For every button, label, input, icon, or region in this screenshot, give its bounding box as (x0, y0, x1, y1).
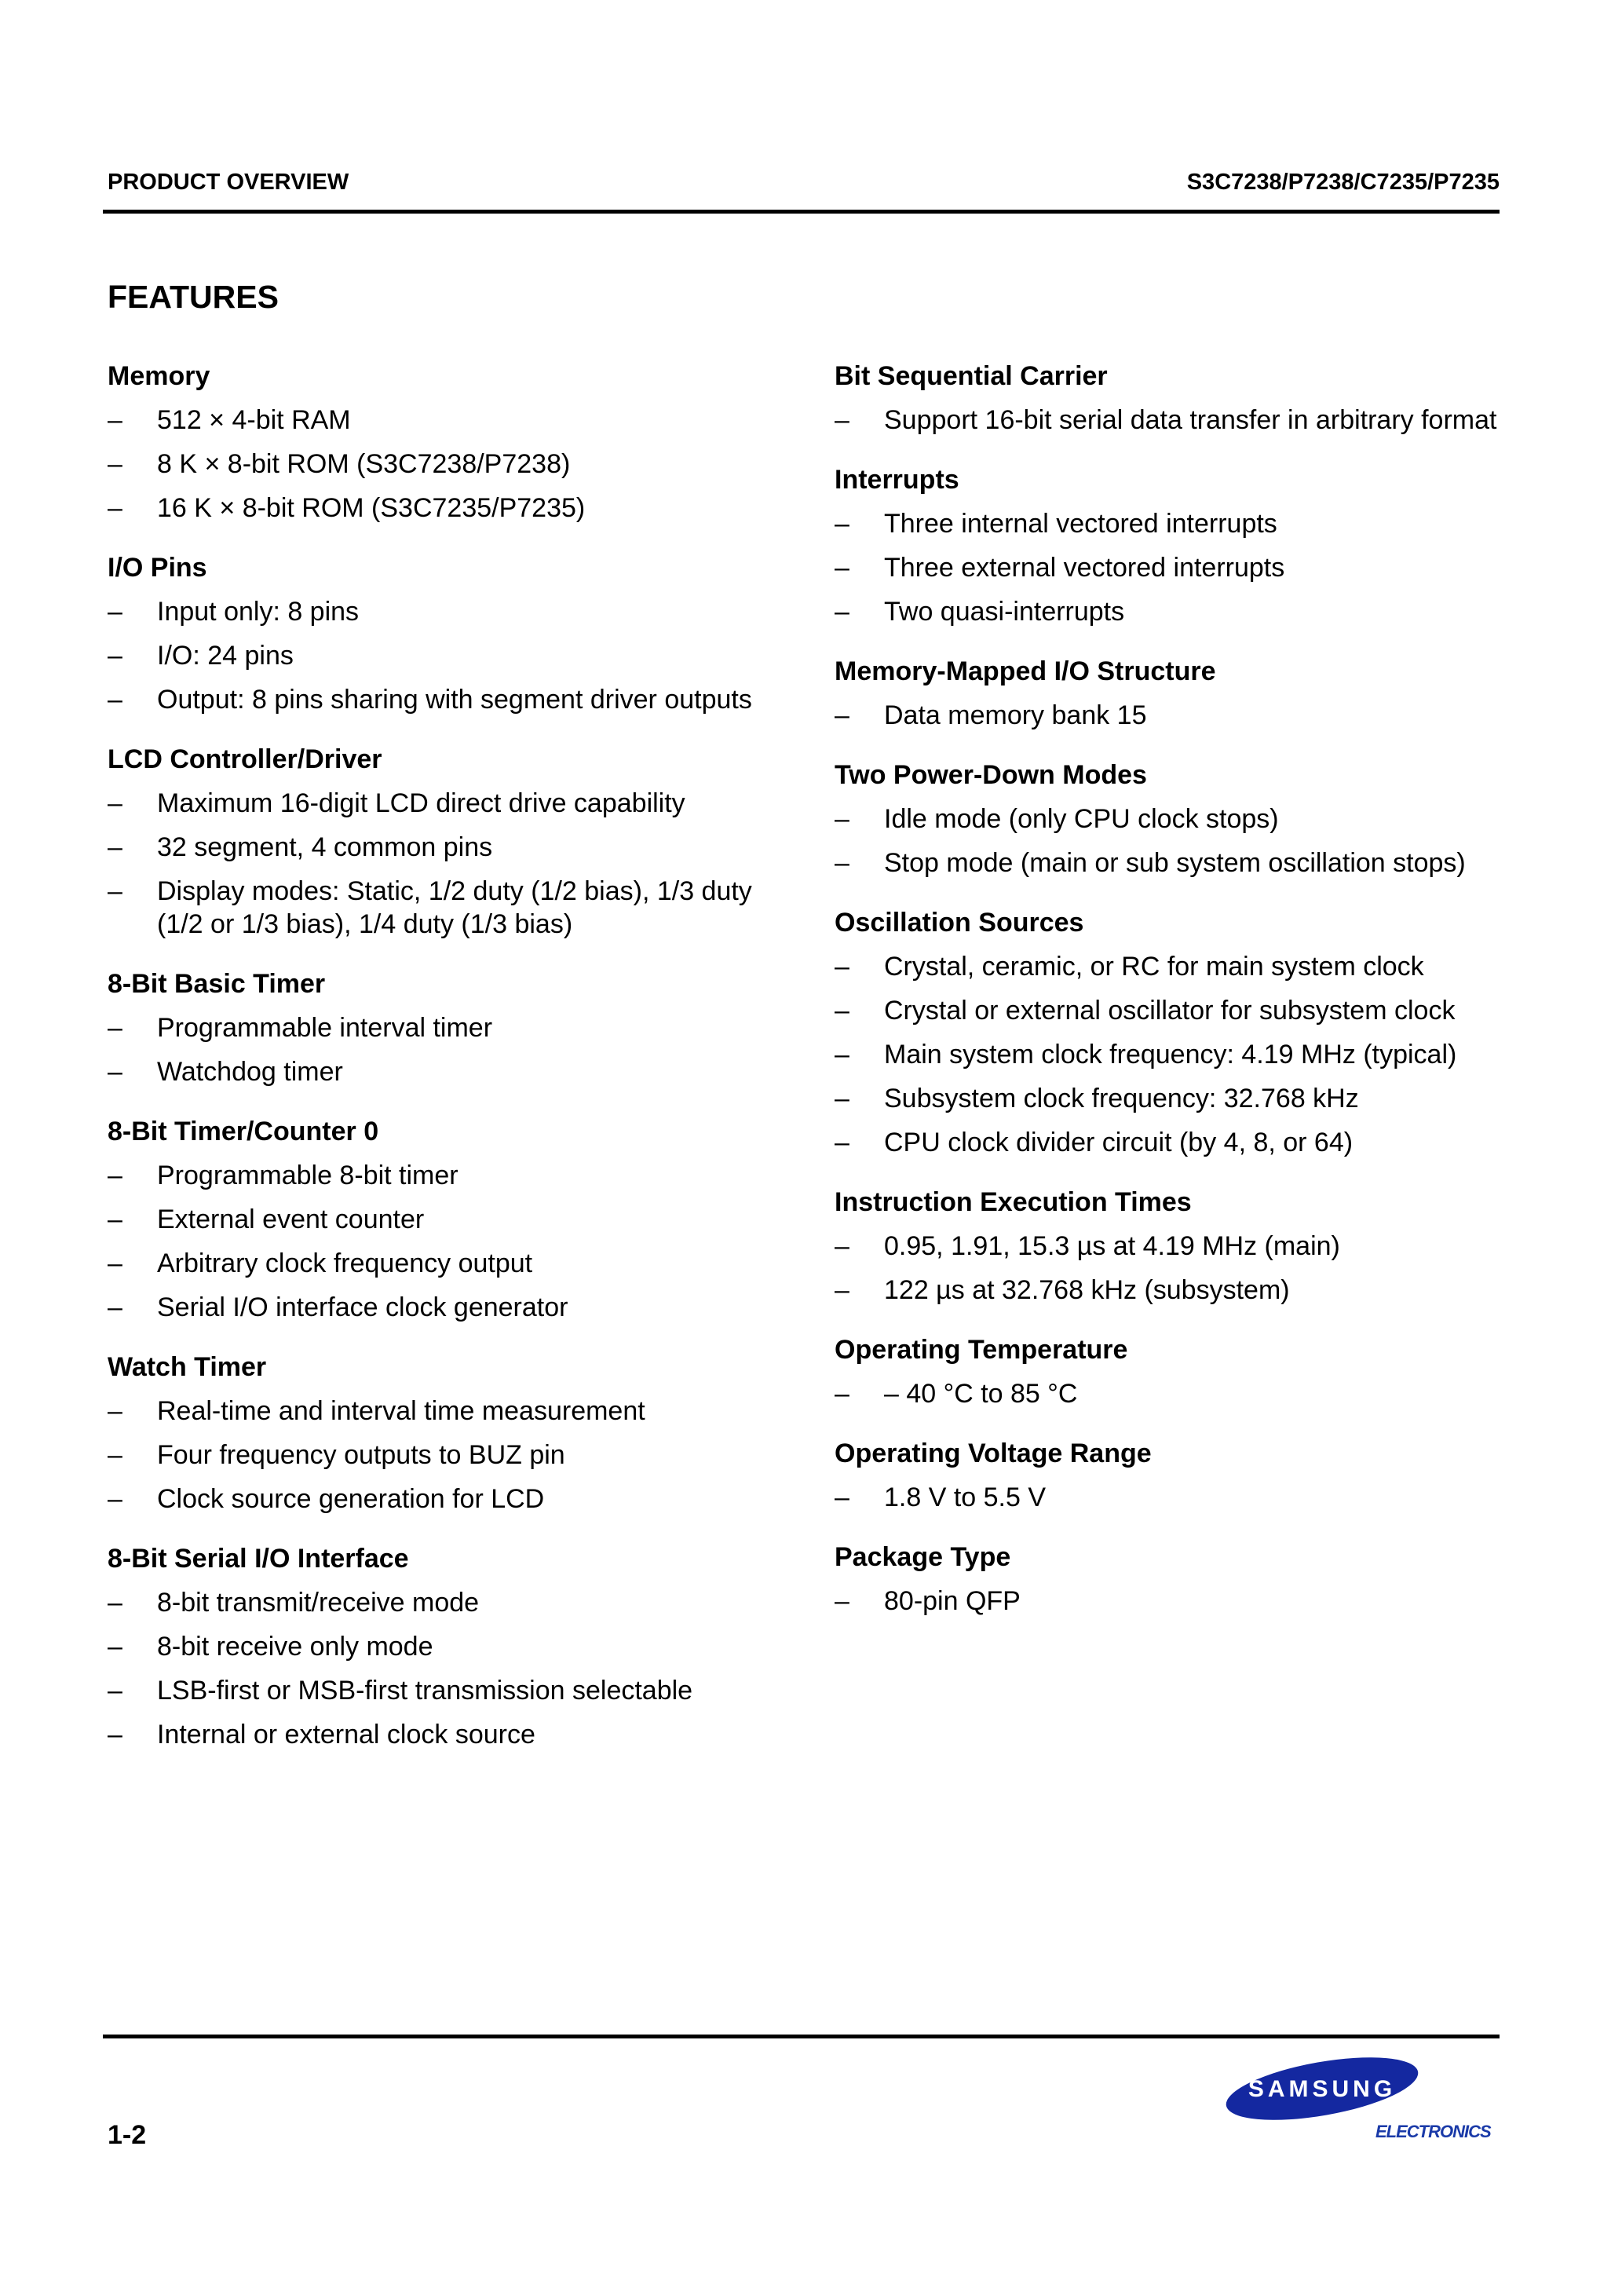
section-heading: Oscillation Sources (835, 908, 1084, 938)
feature-item-text: Output: 8 pins sharing with segment driver outputs (157, 685, 752, 715)
list-dash: – (108, 1057, 122, 1087)
feature-section (108, 742, 798, 941)
list-dash: – (108, 597, 122, 627)
feature-item-text: 32 segment, 4 common pins (157, 832, 493, 862)
feature-item-text: Watchdog timer (157, 1057, 343, 1087)
feature-section (108, 967, 798, 1088)
feature-item-text: Four frequency outputs to BUZ pin (157, 1440, 565, 1470)
feature-list-item (108, 492, 798, 525)
feature-section (108, 1350, 798, 1515)
feature-list-item (108, 1395, 798, 1428)
feature-item-text: Crystal, ceramic, or RC for main system clock (884, 952, 1424, 982)
feature-item-text: Arbitrary clock frequency output (157, 1249, 533, 1278)
electronics-label: ELECTRONICS (1375, 2122, 1491, 2141)
list-dash: – (835, 1275, 849, 1305)
feature-item-text: Programmable interval timer (157, 1013, 493, 1043)
feature-section (835, 758, 1525, 879)
samsung-logo-text: SAMSUNG (1248, 2076, 1397, 2102)
list-dash: – (835, 700, 849, 730)
list-dash: – (835, 1483, 849, 1512)
feature-item-text: 80-pin QFP (884, 1586, 1021, 1616)
feature-item-text: Maximum 16-digit LCD direct drive capability (157, 788, 685, 818)
feature-list-item (108, 448, 798, 481)
list-dash: – (108, 449, 122, 479)
feature-item-text: Support 16-bit serial data transfer in arbitrary format (884, 405, 1497, 435)
feature-list-item (108, 1586, 798, 1619)
list-dash: – (835, 553, 849, 583)
feature-item-text: Stop mode (main or sub system oscillation stops) (884, 848, 1466, 878)
feature-item-text: Serial I/O interface clock generator (157, 1292, 568, 1322)
feature-item-text: LSB-first or MSB-first transmission selectable (157, 1676, 693, 1706)
feature-list-item (108, 595, 798, 628)
feature-list-item (835, 595, 1525, 628)
list-dash: – (835, 509, 849, 539)
feature-list-item (835, 994, 1525, 1027)
feature-section (835, 1540, 1525, 1618)
features-column-right (835, 359, 1525, 1643)
feature-list-item (108, 1055, 798, 1088)
list-dash: – (835, 1084, 849, 1113)
feature-section (835, 359, 1525, 437)
feature-list-item (108, 875, 798, 941)
feature-list-item (108, 404, 798, 437)
list-dash: – (108, 876, 122, 906)
feature-item-text: Display modes: Static, 1/2 duty (1/2 bias), 1/3 duty (1/2 or 1/3 bias), 1/4 duty (1/3 bias) (157, 876, 752, 939)
list-dash: – (835, 848, 849, 878)
feature-item-text: 8-bit transmit/receive mode (157, 1588, 480, 1618)
section-heading: Memory (108, 361, 210, 391)
list-dash: – (835, 405, 849, 435)
feature-list-item (835, 1126, 1525, 1159)
list-dash: – (835, 804, 849, 834)
feature-list-item (108, 787, 798, 820)
feature-section (108, 1541, 798, 1751)
feature-list-item (108, 831, 798, 864)
feature-item-text: External event counter (157, 1205, 425, 1234)
section-heading: 8-Bit Serial I/O Interface (108, 1544, 409, 1574)
feature-list-item (108, 639, 798, 672)
list-dash: – (835, 1040, 849, 1069)
feature-list-item (108, 1483, 798, 1515)
feature-list-item (835, 950, 1525, 983)
header-divider (103, 210, 1500, 214)
feature-section (835, 462, 1525, 628)
list-dash: – (108, 788, 122, 818)
section-heading: LCD Controller/Driver (108, 744, 382, 774)
section-heading: 8-Bit Timer/Counter 0 (108, 1117, 379, 1146)
section-heading: Instruction Execution Times (835, 1187, 1192, 1217)
list-dash: – (108, 1161, 122, 1190)
feature-list-item (835, 1038, 1525, 1071)
feature-item-text: Main system clock frequency: 4.19 MHz (typical) (884, 1040, 1457, 1069)
feature-item-text: Internal or external clock source (157, 1720, 535, 1749)
list-dash: – (108, 1013, 122, 1043)
feature-list-item (108, 1203, 798, 1236)
section-heading: I/O Pins (108, 553, 207, 583)
feature-item-text: Three internal vectored interrupts (884, 509, 1277, 539)
feature-list-item (835, 803, 1525, 835)
list-dash: – (108, 1292, 122, 1322)
feature-item-text: 16 K × 8-bit ROM (S3C7235/P7235) (157, 493, 586, 523)
features-column-left (108, 359, 798, 1777)
list-dash: – (108, 641, 122, 671)
feature-list-item (108, 1439, 798, 1472)
footer-divider (103, 2035, 1500, 2038)
section-heading: Bit Sequential Carrier (835, 361, 1108, 391)
feature-list-item (108, 1247, 798, 1280)
list-dash: – (835, 1128, 849, 1157)
feature-item-text: Real-time and interval time measurement (157, 1396, 645, 1426)
feature-item-text: 0.95, 1.91, 15.3 µs at 4.19 MHz (main) (884, 1231, 1340, 1261)
feature-item-text: 1.8 V to 5.5 V (884, 1483, 1047, 1512)
feature-list-item (835, 1377, 1525, 1410)
feature-section (108, 1114, 798, 1324)
feature-list-item (108, 1011, 798, 1044)
section-heading: Interrupts (835, 465, 959, 495)
feature-list-item (835, 1481, 1525, 1514)
samsung-logo (1223, 2056, 1421, 2122)
list-dash: – (108, 1676, 122, 1706)
feature-item-text: 122 µs at 32.768 kHz (subsystem) (884, 1275, 1290, 1305)
list-dash: – (835, 952, 849, 982)
list-dash: – (108, 1440, 122, 1470)
feature-item-text: Crystal or external oscillator for subsystem clock (884, 996, 1456, 1026)
feature-list-item (108, 1291, 798, 1324)
feature-item-text: CPU clock divider circuit (by 4, 8, or 64) (884, 1128, 1353, 1157)
list-dash: – (835, 597, 849, 627)
list-dash: – (108, 1588, 122, 1618)
feature-list-item (108, 683, 798, 716)
section-heading: 8-Bit Basic Timer (108, 969, 326, 999)
list-dash: – (108, 1484, 122, 1514)
feature-list-item (835, 846, 1525, 879)
feature-item-text: 8 K × 8-bit ROM (S3C7238/P7238) (157, 449, 571, 479)
feature-list-item (835, 1082, 1525, 1115)
feature-list-item (108, 1718, 798, 1751)
feature-list-item (835, 551, 1525, 584)
list-dash: – (108, 685, 122, 715)
feature-item-text: Data memory bank 15 (884, 700, 1147, 730)
section-heading: Watch Timer (108, 1352, 267, 1382)
list-dash: – (108, 405, 122, 435)
feature-list-item (835, 404, 1525, 437)
list-dash: – (108, 1396, 122, 1426)
feature-item-text: Two quasi-interrupts (884, 597, 1125, 627)
feature-section (835, 1333, 1525, 1410)
list-dash: – (108, 832, 122, 862)
page-number: 1-2 (108, 2120, 147, 2150)
feature-section (108, 550, 798, 716)
section-heading: Memory-Mapped I/O Structure (835, 656, 1216, 686)
section-heading: Operating Temperature (835, 1335, 1128, 1365)
feature-item-text: Subsystem clock frequency: 32.768 kHz (884, 1084, 1359, 1113)
feature-list-item (835, 507, 1525, 540)
list-dash: – (108, 1720, 122, 1749)
feature-list-item (835, 1585, 1525, 1618)
section-heading: Operating Voltage Range (835, 1439, 1152, 1468)
feature-list-item (835, 1230, 1525, 1263)
list-dash: – (835, 1379, 849, 1409)
feature-item-text: Input only: 8 pins (157, 597, 360, 627)
feature-item-text: – 40 °C to 85 °C (884, 1379, 1078, 1409)
section-heading: Two Power-Down Modes (835, 760, 1147, 790)
feature-section (835, 1436, 1525, 1514)
list-dash: – (108, 1205, 122, 1234)
list-dash: – (835, 1231, 849, 1261)
feature-item-text: 8-bit receive only mode (157, 1632, 433, 1662)
feature-list-item (835, 699, 1525, 732)
list-dash: – (835, 1586, 849, 1616)
feature-list-item (108, 1630, 798, 1663)
section-heading: Package Type (835, 1542, 1011, 1572)
header-part-numbers: S3C7238/P7238/C7235/P7235 (1186, 170, 1500, 195)
header-section-title: PRODUCT OVERVIEW (108, 170, 349, 195)
page-title: FEATURES (108, 279, 279, 315)
feature-item-text: Three external vectored interrupts (884, 553, 1285, 583)
feature-list-item (108, 1159, 798, 1192)
feature-item-text: I/O: 24 pins (157, 641, 294, 671)
feature-list-item (835, 1274, 1525, 1307)
feature-section (108, 359, 798, 525)
feature-list-item (108, 1674, 798, 1707)
feature-section (835, 905, 1525, 1159)
list-dash: – (108, 1249, 122, 1278)
feature-item-text: Clock source generation for LCD (157, 1484, 545, 1514)
list-dash: – (108, 1632, 122, 1662)
feature-item-text: 512 × 4-bit RAM (157, 405, 351, 435)
feature-section (835, 1185, 1525, 1307)
feature-section (835, 654, 1525, 732)
list-dash: – (108, 493, 122, 523)
feature-item-text: Idle mode (only CPU clock stops) (884, 804, 1279, 834)
list-dash: – (835, 996, 849, 1026)
feature-item-text: Programmable 8-bit timer (157, 1161, 458, 1190)
